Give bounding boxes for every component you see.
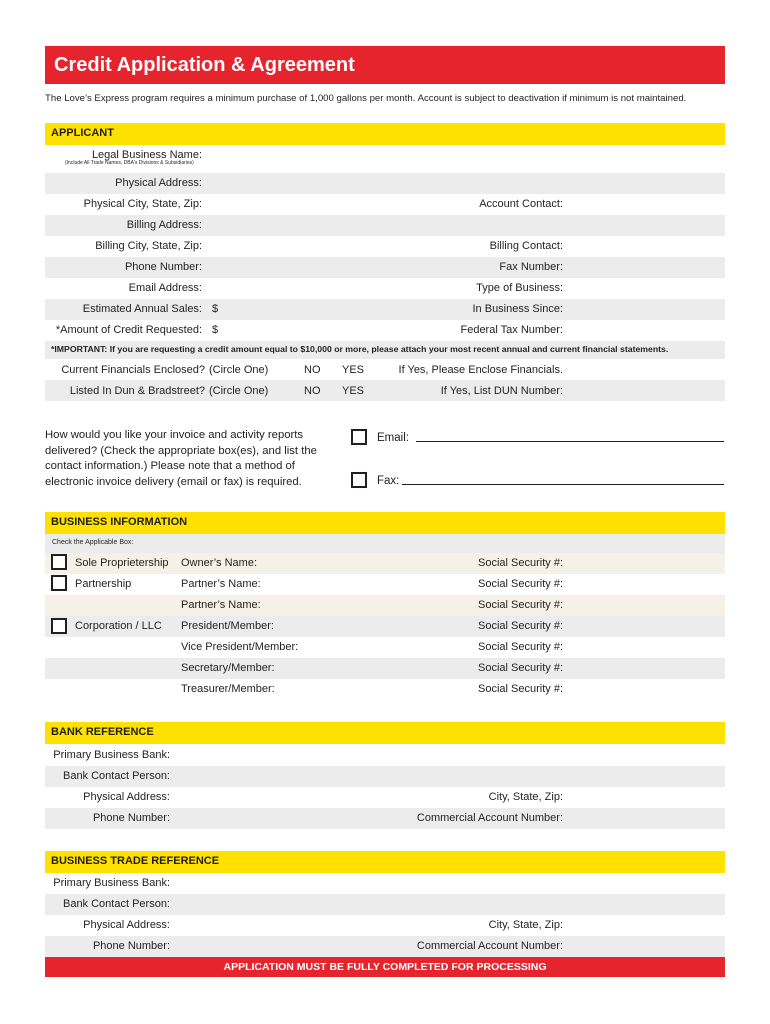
federal-tax-label: Federal Tax Number:	[460, 324, 563, 336]
financials-circle-one: (Circle One)	[209, 364, 269, 376]
fax-delivery-checkbox[interactable]	[351, 472, 367, 488]
partnership-label: Partnership	[75, 578, 132, 590]
bank-contact-field[interactable]	[174, 766, 725, 787]
billing-contact-label: Billing Contact:	[489, 240, 563, 252]
fax-field[interactable]	[566, 257, 725, 278]
trade-contact-label: Bank Contact Person:	[62, 898, 170, 910]
ssn-field-1[interactable]	[566, 553, 725, 574]
treasurer-field[interactable]	[280, 679, 475, 700]
business-section-header	[45, 512, 725, 534]
partner-name-field-2[interactable]	[260, 595, 475, 616]
ssn-label-1: Social Security #:	[478, 557, 563, 569]
dun-note: If Yes, List DUN Number:	[440, 385, 563, 397]
ssn-label-7: Social Security #:	[478, 683, 563, 695]
ssn-field-5[interactable]	[566, 637, 725, 658]
email-delivery-checkbox[interactable]	[351, 429, 367, 445]
bank-city-field[interactable]	[566, 787, 725, 808]
credit-requested-label: *Amount of Credit Requested:	[55, 324, 202, 336]
trade-account-label: Commercial Account Number:	[416, 940, 563, 952]
partnership-checkbox[interactable]	[51, 575, 67, 591]
trade-primary-label: Primary Business Bank:	[53, 877, 170, 889]
email-delivery-line[interactable]	[416, 441, 724, 442]
ssn-field-4[interactable]	[566, 616, 725, 637]
legal-name-field[interactable]	[206, 147, 725, 171]
secretary-field[interactable]	[280, 658, 475, 679]
ssn-label-2: Social Security #:	[478, 578, 563, 590]
sole-proprietership-checkbox[interactable]	[51, 554, 67, 570]
footer-banner	[45, 957, 725, 977]
trade-primary-field[interactable]	[174, 873, 725, 894]
trade-contact-field[interactable]	[174, 894, 725, 915]
applicant-section-header	[45, 123, 725, 145]
billing-city-field[interactable]	[206, 236, 426, 257]
treasurer-label: Treasurer/Member:	[181, 683, 275, 695]
billing-contact-field[interactable]	[566, 236, 725, 257]
annual-sales-dollar: $	[212, 303, 219, 315]
fax-delivery-label: Fax:	[377, 475, 400, 487]
account-contact-label: Account Contact:	[479, 198, 563, 210]
physical-address-field[interactable]	[206, 173, 725, 194]
partner-name-label-1: Partner’s Name:	[181, 578, 261, 590]
financials-no[interactable]: NO	[304, 364, 321, 376]
billing-address-field[interactable]	[206, 215, 725, 236]
legal-name-label: Legal Business Name:	[91, 149, 202, 161]
president-label: President/Member:	[181, 620, 274, 632]
bank-section-header	[45, 722, 725, 744]
email-label: Email Address:	[128, 282, 202, 294]
trade-phone-label: Phone Number:	[92, 940, 170, 952]
ssn-label-4: Social Security #:	[478, 620, 563, 632]
in-business-since-label: In Business Since:	[472, 303, 563, 315]
dun-yes[interactable]: YES	[342, 385, 365, 397]
trade-account-field[interactable]	[566, 936, 725, 957]
ssn-field-3[interactable]	[566, 595, 725, 616]
intro-text: The Love’s Express program requires a minimum purchase of 1,000 gallons per month. Account is subject to deactivation if minimum is not maintained.	[45, 93, 687, 104]
footer-text: APPLICATION MUST BE FULLY COMPLETED FOR PROCESSING	[223, 961, 547, 973]
legal-name-note: (Include All Trade Names, DBA's Divisions & Subsidiaries)	[65, 160, 194, 166]
ssn-label-3: Social Security #:	[478, 599, 563, 611]
type-of-business-field[interactable]	[566, 278, 725, 299]
account-contact-field[interactable]	[566, 194, 725, 215]
secretary-label: Secretary/Member:	[181, 662, 275, 674]
partner-name-field-1[interactable]	[260, 574, 475, 595]
trade-address-label: Physical Address:	[83, 919, 170, 931]
bank-account-label: Commercial Account Number:	[416, 812, 563, 824]
trade-address-field[interactable]	[174, 915, 474, 936]
trade-section-header	[45, 851, 725, 873]
email-field[interactable]	[206, 278, 426, 299]
financials-yes[interactable]: YES	[342, 364, 365, 376]
partner-name-label-2: Partner’s Name:	[181, 599, 261, 611]
phone-label: Phone Number:	[124, 261, 202, 273]
bank-section-title: BANK REFERENCE	[51, 726, 154, 738]
corporation-checkbox[interactable]	[51, 618, 67, 634]
trade-section-title: BUSINESS TRADE REFERENCE	[51, 855, 220, 867]
physical-city-field[interactable]	[206, 194, 426, 215]
row-stripe	[45, 534, 725, 553]
bank-primary-field[interactable]	[174, 745, 725, 766]
owner-name-label: Owner’s Name:	[181, 557, 258, 569]
bank-phone-label: Phone Number:	[92, 812, 170, 824]
bank-contact-label: Bank Contact Person:	[62, 770, 170, 782]
check-applicable-note: Check the Applicable Box:	[52, 539, 134, 546]
bank-primary-label: Primary Business Bank:	[53, 749, 170, 761]
ssn-field-6[interactable]	[566, 658, 725, 679]
trade-city-field[interactable]	[566, 915, 725, 936]
vice-president-label: Vice President/Member:	[181, 641, 299, 653]
applicant-section-title: APPLICANT	[51, 127, 114, 139]
dun-number-field[interactable]	[566, 380, 725, 401]
fax-label: Fax Number:	[499, 261, 563, 273]
ssn-label-6: Social Security #:	[478, 662, 563, 674]
billing-city-label: Billing City, State, Zip:	[95, 240, 202, 252]
delivery-instructions: How would you like your invoice and activity reports delivered? (Check the appropriate box(es), and list the contact information.) Please note that a method of electronic invoice delivery (email or fax) is required.	[45, 429, 317, 488]
financials-note: If Yes, Please Enclose Financials.	[398, 364, 563, 376]
dun-no[interactable]: NO	[304, 385, 321, 397]
vice-president-field[interactable]	[300, 637, 475, 658]
bank-account-field[interactable]	[566, 808, 725, 829]
trade-phone-field[interactable]	[174, 936, 414, 957]
president-field[interactable]	[275, 616, 475, 637]
page-title: Credit Application & Agreement	[54, 54, 355, 76]
financials-question: Current Financials Enclosed?	[61, 364, 205, 376]
bank-address-field[interactable]	[174, 787, 474, 808]
physical-address-label: Physical Address:	[115, 177, 202, 189]
physical-city-label: Physical City, State, Zip:	[83, 198, 202, 210]
bank-address-label: Physical Address:	[83, 791, 170, 803]
dun-question: Listed In Dun & Bradstreet?	[69, 385, 205, 397]
owner-name-field[interactable]	[260, 553, 475, 574]
email-delivery-label: Email:	[377, 432, 409, 444]
title-banner	[45, 46, 725, 84]
fax-delivery-line[interactable]	[402, 484, 724, 485]
federal-tax-field[interactable]	[566, 320, 725, 341]
in-business-since-field[interactable]	[566, 299, 725, 320]
type-of-business-label: Type of Business:	[476, 282, 563, 294]
ssn-label-5: Social Security #:	[478, 641, 563, 653]
important-note: *IMPORTANT: If you are requesting a credit amount equal to $10,000 or more, please attach your most recent annual and current financial statements.	[51, 344, 669, 354]
sole-proprietership-label: Sole Proprietership	[75, 557, 169, 569]
bank-city-label: City, State, Zip:	[488, 791, 563, 803]
corporation-label: Corporation / LLC	[75, 620, 162, 632]
ssn-field-7[interactable]	[566, 679, 725, 700]
annual-sales-label: Estimated Annual Sales:	[82, 303, 202, 315]
phone-field[interactable]	[206, 257, 426, 278]
dun-circle-one: (Circle One)	[209, 385, 269, 397]
trade-city-label: City, State, Zip:	[488, 919, 563, 931]
annual-sales-field[interactable]	[222, 299, 426, 320]
credit-requested-dollar: $	[212, 324, 219, 336]
credit-requested-field[interactable]	[222, 320, 426, 341]
business-section-title: BUSINESS INFORMATION	[51, 516, 188, 528]
billing-address-label: Billing Address:	[126, 219, 202, 231]
ssn-field-2[interactable]	[566, 574, 725, 595]
bank-phone-field[interactable]	[174, 808, 414, 829]
